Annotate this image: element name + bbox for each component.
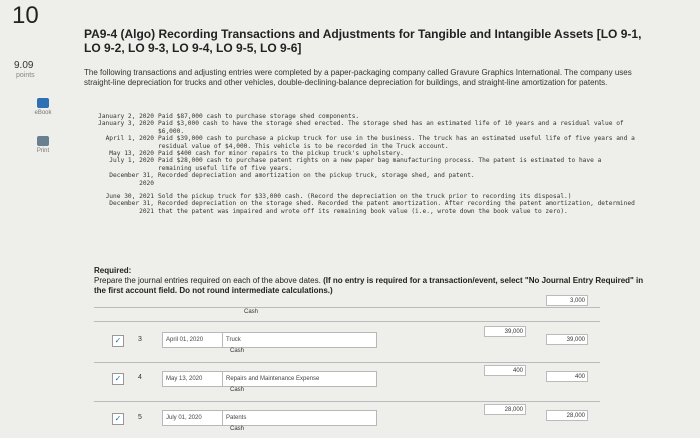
transaction-date: May 13, 2020 (109, 150, 154, 158)
transaction-row (96, 200, 636, 215)
check-icon: ✓ (112, 413, 124, 425)
sidebar (0, 46, 60, 438)
transaction-row (96, 120, 636, 135)
debit-account-select[interactable]: Truck (222, 332, 377, 348)
transaction-date: December 31, 2021 (109, 200, 154, 215)
credit-amount-field[interactable]: 400 (546, 371, 588, 382)
credit-account-select[interactable]: Cash (230, 387, 245, 393)
credit-amount-field[interactable]: 3,000 (546, 295, 588, 306)
required-heading: Required: (94, 266, 132, 275)
transaction-text: Paid $87,000 cash to purchase storage shed components. (158, 113, 360, 120)
transaction-row (96, 172, 636, 187)
question-number: 10 (12, 2, 39, 29)
transaction-date: June 30, 2021 (105, 193, 154, 201)
required-note: (If no entry is required for a transaction/event, select "No Journal Entry Required" in the first account field. Do not round intermediate calculations.) (94, 276, 644, 295)
transaction-text: Sold the pickup truck for $33,000 cash. (Record the depreciation on the truck prior to recording its disposal.) (158, 193, 572, 201)
debit-amount-field[interactable]: 400 (484, 365, 526, 376)
print-label: Print (36, 148, 50, 154)
points-label: points (16, 72, 35, 79)
problem-title: PA9-4 (Algo) Recording Transactions and Adjustments for Tangible and Intangible Assets [LO 9-1, LO 9-2, LO 9-3, LO 9-4, LO 9-5, LO 9-6] (84, 27, 642, 55)
journal-panel (94, 296, 654, 438)
transaction-text: Paid $3,000 cash to have the storage shed erected. The storage shed has an estimated life of 10 years and a residual value of $6,000. (158, 120, 624, 135)
transaction-date: April 1, 2020 (105, 135, 154, 143)
debit-account-select[interactable]: Patents (222, 410, 377, 426)
required-text: Prepare the journal entries required on each of the above dates. (94, 276, 321, 285)
transaction-row (96, 113, 636, 120)
print-button[interactable] (30, 136, 56, 154)
transaction-date: January 2, 2020 (98, 113, 154, 120)
transaction-row (96, 157, 636, 172)
credit-amount-field[interactable]: 39,000 (546, 334, 588, 345)
required-section (94, 266, 654, 296)
account-name[interactable]: Cash (244, 309, 259, 315)
transaction-row (96, 193, 636, 200)
credit-amount-field[interactable]: 28,000 (546, 410, 588, 421)
transaction-text: Recorded depreciation and amortization on the pickup truck, storage shed, and patent. (158, 172, 475, 180)
debit-amount-field[interactable]: 28,000 (484, 404, 526, 415)
transaction-text: Recorded depreciation on the storage shed. Recorded the patent amortization. After recording the patent amortization, determined that the patent was impaired and wrote off its remaining book value (i.e., wrote down the book value to zero). (158, 200, 635, 215)
ebook-label: eBook (34, 110, 52, 116)
transaction-date: January 3, 2020 (98, 120, 154, 128)
transaction-row (96, 150, 636, 157)
print-icon (37, 136, 49, 146)
debit-amount-field[interactable]: 39,000 (484, 326, 526, 337)
entry-number: 3 (138, 336, 142, 343)
problem-intro: The following transactions and adjusting entries were completed by a paper-packaging company called Gravure Graphics International. The company uses straight-line depreciation for trucks and other vehicles, double-declining-balance depreciation for buildings, and straight-line amortization for patents. (84, 68, 632, 87)
debit-account-select[interactable]: Repairs and Maintenance Expense (222, 371, 377, 387)
credit-account-select[interactable]: Cash (230, 426, 245, 432)
date-select[interactable]: July 01, 2020 (162, 410, 225, 426)
credit-account-select[interactable]: Cash (230, 348, 245, 354)
transaction-text: Paid $28,000 cash to purchase patent rights on a new paper bag manufacturing process. The patent is estimated to have a remaining useful life of five years. (158, 157, 602, 172)
ebook-button[interactable] (30, 98, 56, 116)
transaction-list (96, 113, 636, 215)
date-select[interactable]: May 13, 2020 (162, 371, 225, 387)
transaction-text: Paid $400 cash for minor repairs to the pickup truck's upholstery. (158, 150, 404, 158)
entry-number: 5 (138, 414, 142, 421)
points-value: 9.09 (14, 60, 34, 71)
entry-number: 4 (138, 374, 142, 381)
check-icon: ✓ (112, 373, 124, 385)
transaction-date: July 1, 2020 (109, 157, 154, 165)
transaction-row (96, 135, 636, 150)
check-icon: ✓ (112, 335, 124, 347)
book-icon (37, 98, 49, 108)
date-select[interactable]: April 01, 2020 (162, 332, 225, 348)
transaction-text: Paid $39,000 cash to purchase a pickup truck for use in the business. The truck has an estimated useful life of five years and a residual value of $4,000. This vehicle is to be recorded in the Truck account. (158, 135, 635, 150)
transaction-date: December 31, 2020 (109, 172, 154, 187)
